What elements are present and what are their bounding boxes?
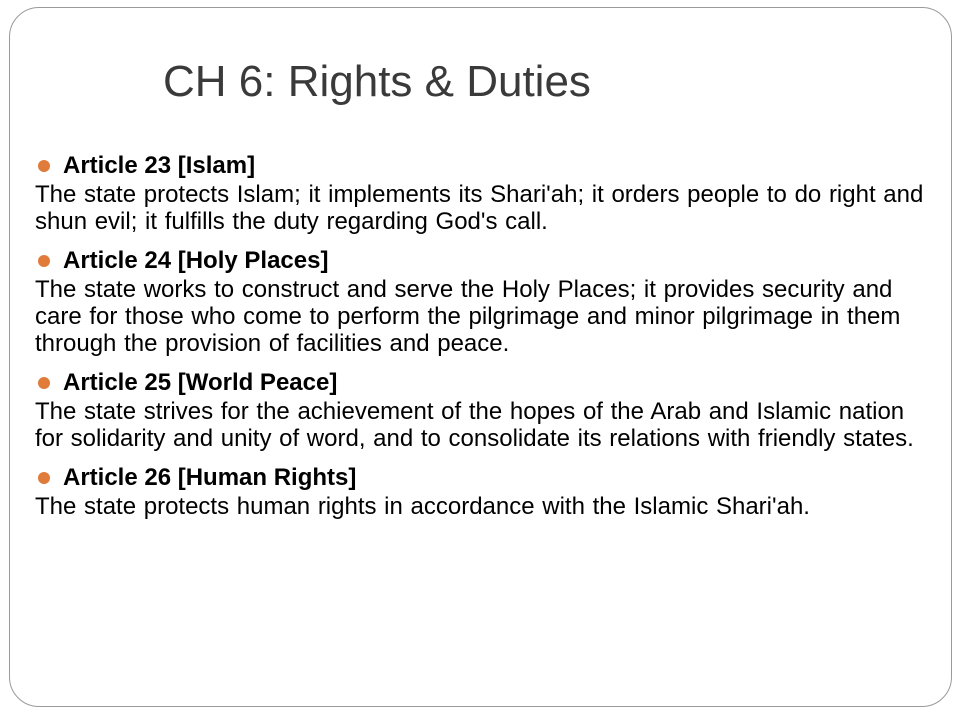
article-heading: Article 23 [Islam] <box>63 152 256 179</box>
article-25-item <box>35 367 930 452</box>
article-23-item <box>35 150 930 235</box>
article-body: The state works to construct and serve the Holy Places; it provides security and care for those who come to perform the pilgrimage and minor pilgrimage in them through the provision of facilities and peace. <box>35 276 901 357</box>
bullet-icon <box>38 255 50 267</box>
article-body: The state protects Islam; it implements its Shari'ah; it orders people to do right and shun evil; it fulfills the duty regarding God's call. <box>35 181 924 235</box>
article-heading: Article 24 [Holy Places] <box>63 247 329 274</box>
article-heading: Article 25 [World Peace] <box>63 369 338 396</box>
article-26-item <box>35 462 930 520</box>
bullet-icon <box>38 472 50 484</box>
bullet-icon <box>38 377 50 389</box>
article-body: The state protects human rights in accordance with the Islamic Shari'ah. <box>35 493 810 520</box>
slide-title: CH 6: Rights & Duties <box>163 57 591 106</box>
bullet-icon <box>38 160 50 172</box>
article-heading: Article 26 [Human Rights] <box>63 464 357 491</box>
slide-content <box>35 150 930 530</box>
article-24-item <box>35 245 930 357</box>
article-body: The state strives for the achievement of the hopes of the Arab and Islamic nation for solidarity and unity of word, and to consolidate its relations with friendly states. <box>35 398 914 452</box>
